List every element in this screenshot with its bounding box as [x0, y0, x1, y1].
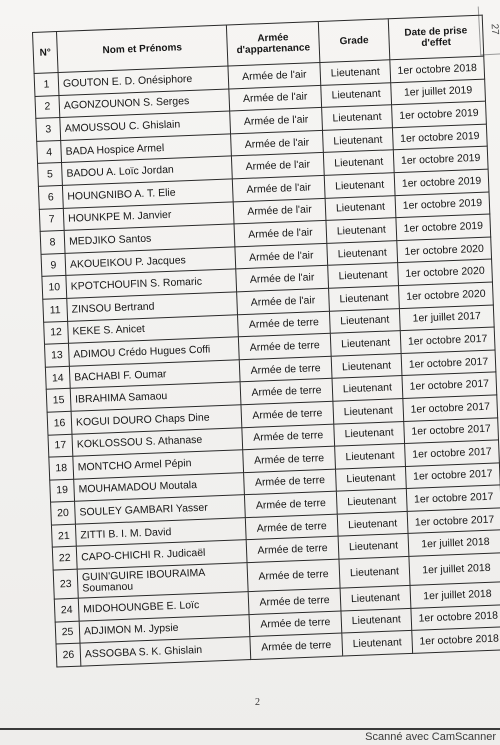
cell-grade: Lieutenant [320, 60, 391, 85]
cell-grade: Lieutenant [333, 398, 404, 423]
cell-nom: MOUHAMADOU Moutala [74, 472, 245, 501]
cell-num: 21 [51, 524, 76, 547]
cell-date: 1er juillet 2018 [409, 553, 500, 586]
cell-grade: Lieutenant [339, 556, 410, 588]
cell-num: 1 [34, 73, 59, 96]
cell-date: 1er octobre 2019 [392, 101, 487, 127]
cell-grade: Lieutenant [337, 511, 408, 536]
cell-nom: BACHABI F. Oumar [69, 360, 240, 389]
scanner-watermark: Scanné avec CamScanner [365, 731, 496, 743]
faint-bleed-through [120, 676, 400, 686]
cell-date: 1er octobre 2018 [390, 56, 485, 82]
cell-date: 1er octobre 2017 [405, 440, 500, 466]
cell-date: 1er octobre 2017 [402, 372, 497, 398]
cell-nom: ASSOGBA S. K. Ghislain [80, 637, 251, 666]
cell-num: 13 [45, 343, 70, 366]
cell-num: 5 [38, 163, 63, 186]
cell-num: 24 [54, 598, 79, 621]
cell-nom: KPOTCHOUFIN S. Romaric [66, 269, 237, 298]
cell-nom: BADOU A. Loïc Jordan [62, 156, 233, 185]
cell-nom: MEDJIKO Santos [64, 224, 235, 253]
cell-nom: KEKE S. Anicet [68, 314, 239, 343]
cell-armee: Armée de terre [240, 379, 333, 405]
bottom-edge-line [0, 728, 500, 730]
cell-nom: HOUNKPE M. Janvier [63, 201, 234, 230]
cell-num: 2 [35, 95, 60, 118]
cell-num: 18 [49, 456, 74, 479]
cell-armee: Armée de l'air [228, 62, 321, 88]
cell-grade: Lieutenant [323, 150, 394, 175]
cell-date: 1er octobre 2019 [396, 214, 491, 240]
cell-date: 1er juillet 2019 [391, 79, 486, 105]
cell-armee: Armée de terre [244, 491, 337, 517]
cell-nom: ZITTI B. I. M. David [75, 518, 246, 547]
cell-nom: ADIMOU Crédo Hugues Coffi [68, 337, 239, 366]
cell-num: 15 [46, 389, 71, 412]
cell-armee: Armée de l'air [231, 153, 324, 179]
cell-armee: Armée de terre [245, 514, 338, 540]
cell-grade: Lieutenant [334, 421, 405, 446]
cell-nom: MONTCHO Armel Pépin [73, 450, 244, 479]
cell-date: 1er octobre 2017 [407, 508, 500, 534]
cell-armee: Armée de l'air [229, 85, 322, 111]
cell-num: 19 [50, 479, 75, 502]
cell-grade: Lieutenant [331, 353, 402, 378]
cell-num: 10 [42, 276, 67, 299]
cell-nom: MIDOHOUNGBE E. Loïc [78, 592, 249, 621]
cell-nom: SOULEY GAMBARI Yasser [75, 495, 246, 524]
cell-armee: Armée de terre [249, 611, 342, 637]
corner-tag: 27 [478, 5, 500, 55]
cell-date: 1er octobre 2019 [393, 146, 488, 172]
cell-nom: AMOUSSOU C. Ghislain [60, 111, 231, 140]
cell-grade: Lieutenant [327, 240, 398, 265]
cell-armee: Armée de l'air [233, 198, 326, 224]
cell-num: 26 [56, 643, 81, 666]
cell-num: 14 [45, 366, 70, 389]
cell-grade: Lieutenant [330, 331, 401, 356]
cell-nom: AKOUEIKOU P. Jacques [65, 247, 236, 276]
cell-nom: KOKLOSSOU S. Athanase [72, 427, 243, 456]
cell-grade: Lieutenant [340, 585, 411, 610]
cell-grade: Lieutenant [325, 195, 396, 220]
cell-num: 7 [39, 208, 64, 231]
cell-nom: HOUNGNIBO A. T. Elie [62, 179, 233, 208]
cell-nom: ZINSOU Bertrand [67, 292, 238, 321]
cell-num: 9 [41, 253, 66, 276]
cell-armee: Armée de l'air [230, 108, 323, 134]
cell-armee: Armée de l'air [235, 243, 328, 269]
cell-num: 12 [44, 321, 69, 344]
header-date: Date de prise d'effet [388, 15, 484, 60]
cell-grade: Lieutenant [328, 263, 399, 288]
cell-grade: Lieutenant [324, 173, 395, 198]
cell-date: 1er octobre 2020 [398, 259, 493, 285]
cell-armee: Armée de terre [248, 588, 341, 614]
header-num: N° [33, 32, 59, 74]
cell-date: 1er octobre 2018 [411, 604, 500, 630]
cell-armee: Armée de terre [246, 537, 339, 563]
table-body [34, 56, 500, 667]
cell-armee: Armée de terre [239, 356, 332, 382]
cell-grade: Lieutenant [342, 631, 413, 656]
cell-armee: Armée de l'air [237, 288, 330, 314]
page-number: 2 [255, 697, 260, 708]
cell-date: 1er octobre 2017 [405, 463, 500, 489]
cell-armee: Armée de terre [244, 469, 337, 495]
cell-armee: Armée de l'air [234, 221, 327, 247]
cell-armee: Armée de terre [243, 446, 336, 472]
cell-nom-line1: GUIN'GUIRE IBOURAIMA [81, 566, 206, 584]
cell-num: 6 [38, 185, 63, 208]
cell-date: 1er octobre 2020 [397, 237, 492, 263]
cell-date: 1er octobre 2020 [399, 282, 494, 308]
cell-grade: Lieutenant [326, 218, 397, 243]
cell-armee: Armée de terre [247, 559, 340, 592]
cell-date: 1er octobre 2017 [401, 350, 496, 376]
cell-date: 1er octobre 2017 [400, 327, 495, 353]
header-armee: Armée d'appartenance [226, 22, 320, 67]
cell-armee: Armée de l'air [232, 175, 325, 201]
cell-nom: AGONZOUNON S. Serges [59, 89, 230, 118]
cell-date: 1er octobre 2018 [412, 627, 500, 653]
cell-num: 11 [43, 298, 68, 321]
cell-nom: ADJIMON M. Jypsie [79, 614, 250, 643]
cell-num: 4 [37, 140, 62, 163]
cell-armee: Armée de terre [238, 333, 331, 359]
cell-armee: Armée de l'air [231, 130, 324, 156]
cell-num: 16 [47, 411, 72, 434]
cell-nom: KOGUI DOURO Chaps Dine [71, 405, 242, 434]
cell-date: 1er octobre 2017 [404, 417, 499, 443]
cell-armee: Armée de terre [250, 633, 343, 659]
cell-num: 23 [53, 569, 78, 599]
cell-armee: Armée de l'air [236, 266, 329, 292]
cell-date: 1er juillet 2018 [408, 530, 500, 556]
cell-nom: CAPO-CHICHI R. Judicaël [76, 540, 247, 569]
cell-date: 1er octobre 2017 [406, 485, 500, 511]
cell-grade: Lieutenant [335, 466, 406, 491]
cell-grade: Lieutenant [322, 128, 393, 153]
personnel-table-wrapper [32, 15, 500, 668]
cell-num: 3 [36, 118, 61, 141]
cell-date: 1er octobre 2019 [394, 169, 489, 195]
cell-armee: Armée de terre [241, 401, 334, 427]
cell-grade: Lieutenant [329, 308, 400, 333]
cell-date: 1er juillet 2018 [410, 582, 500, 608]
cell-grade: Lieutenant [341, 608, 412, 633]
cell-armee: Armée de terre [242, 424, 335, 450]
cell-date: 1er juillet 2017 [399, 305, 494, 331]
cell-nom: GOUTON E. D. Onésiphore [58, 66, 229, 95]
cell-nom: BADA Hospice Armel [61, 134, 232, 163]
cell-nom-line2: Soumanou [82, 580, 134, 595]
cell-date: 1er octobre 2019 [392, 124, 487, 150]
cell-grade: Lieutenant [329, 286, 400, 311]
cell-date: 1er octobre 2019 [395, 192, 490, 218]
cell-grade: Lieutenant [332, 376, 403, 401]
cell-grade: Lieutenant [336, 489, 407, 514]
cell-date: 1er octobre 2017 [403, 395, 498, 421]
header-nom: Nom et Prénoms [57, 25, 228, 72]
cell-num: 20 [51, 501, 76, 524]
cell-grade: Lieutenant [322, 105, 393, 130]
cell-num: 17 [48, 434, 73, 457]
cell-num: 22 [52, 547, 77, 570]
header-grade: Grade [318, 19, 390, 63]
cell-grade: Lieutenant [335, 444, 406, 469]
cell-grade: Lieutenant [321, 82, 392, 107]
cell-nom: IBRAHIMA Samaou [70, 382, 241, 411]
cell-grade: Lieutenant [338, 534, 409, 559]
cell-armee: Armée de terre [237, 311, 330, 337]
personnel-table [32, 15, 500, 668]
cell-num: 8 [40, 231, 65, 254]
cell-num: 25 [55, 621, 80, 644]
